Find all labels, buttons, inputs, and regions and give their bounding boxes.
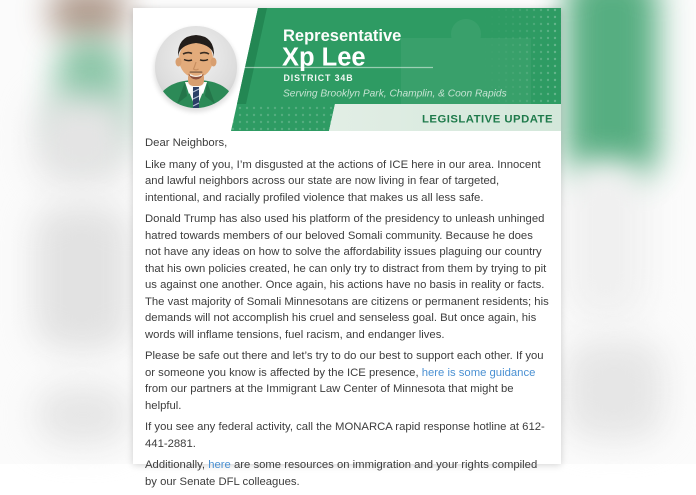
guidance-link[interactable]: here is some guidance: [421, 366, 536, 379]
guidance-text-pre: Please be safe out there and let’s try to do our best to support each other. If you or someone you know is affected by the ICE presence,: [145, 350, 544, 379]
blurred-backdrop-green-right: [566, 0, 658, 180]
blurred-backdrop-face: [48, 0, 128, 38]
resources-link[interactable]: here: [208, 459, 231, 471]
representative-name: Xp Lee: [282, 43, 366, 72]
banner: [231, 8, 561, 131]
salutation: Dear Neighbors,: [145, 137, 228, 149]
paragraph-resources: [145, 457, 551, 490]
serving-label: Serving Brooklyn Park, Champlin, & Coon Rapids: [283, 88, 507, 100]
paragraph-somali-community: Donald Trump has also used his platform of the presidency to unleash unhinged hatred towards members of our beloved Somali community. Because he does not have any ideas on how to solve the affordability issues plaguing our country that his own policies created, he can only try to distract from them by trying to pit us against one another. Once again, his actions have no basis in reality or facts. The vast majority of Somali Minnesotans are citizens or permanent residents; his demands will not accomplish his cruel and senseless goal. But once again, his words will inflame tensions, fuel racism, and endanger lives.: [145, 213, 549, 341]
paragraph-hotline: If you see any federal activity, call the MONARCA rapid response hotline at 612-441-2881.: [145, 421, 545, 450]
letter-body: [145, 135, 551, 495]
blurred-backdrop-text-right-1: [566, 160, 646, 320]
guidance-text-post: from our partners at the Immigrant Law Center of Minnesota that might be helpful.: [145, 383, 514, 412]
blurred-backdrop-text-left-2: [34, 205, 130, 350]
representative-title: Representative: [283, 27, 402, 45]
legislative-update-badge: LEGISLATIVE UPDATE: [422, 113, 553, 126]
blurred-backdrop-text-left-3: [36, 385, 130, 445]
newsletter-header: [133, 8, 561, 134]
representative-photo: [153, 26, 239, 112]
blurred-backdrop-text-left-1: [34, 95, 130, 185]
district-label: DISTRICT 34B: [283, 73, 354, 83]
paragraph-guidance: [145, 348, 551, 414]
paragraph-ice-actions: Like many of you, I’m disgusted at the actions of ICE here in our area. Innocent and lawful neighbors across our state are now living in fear of targeted, intentional, and racially profiled violence that makes us all less safe.: [145, 158, 541, 204]
resources-text-post: are some resources on immigration and your rights compiled by our Senate DFL colleagues.: [145, 459, 538, 488]
resources-text-pre: Additionally,: [145, 459, 209, 471]
blurred-backdrop-text-right-2: [564, 340, 664, 440]
newsletter-card: [133, 8, 561, 488]
